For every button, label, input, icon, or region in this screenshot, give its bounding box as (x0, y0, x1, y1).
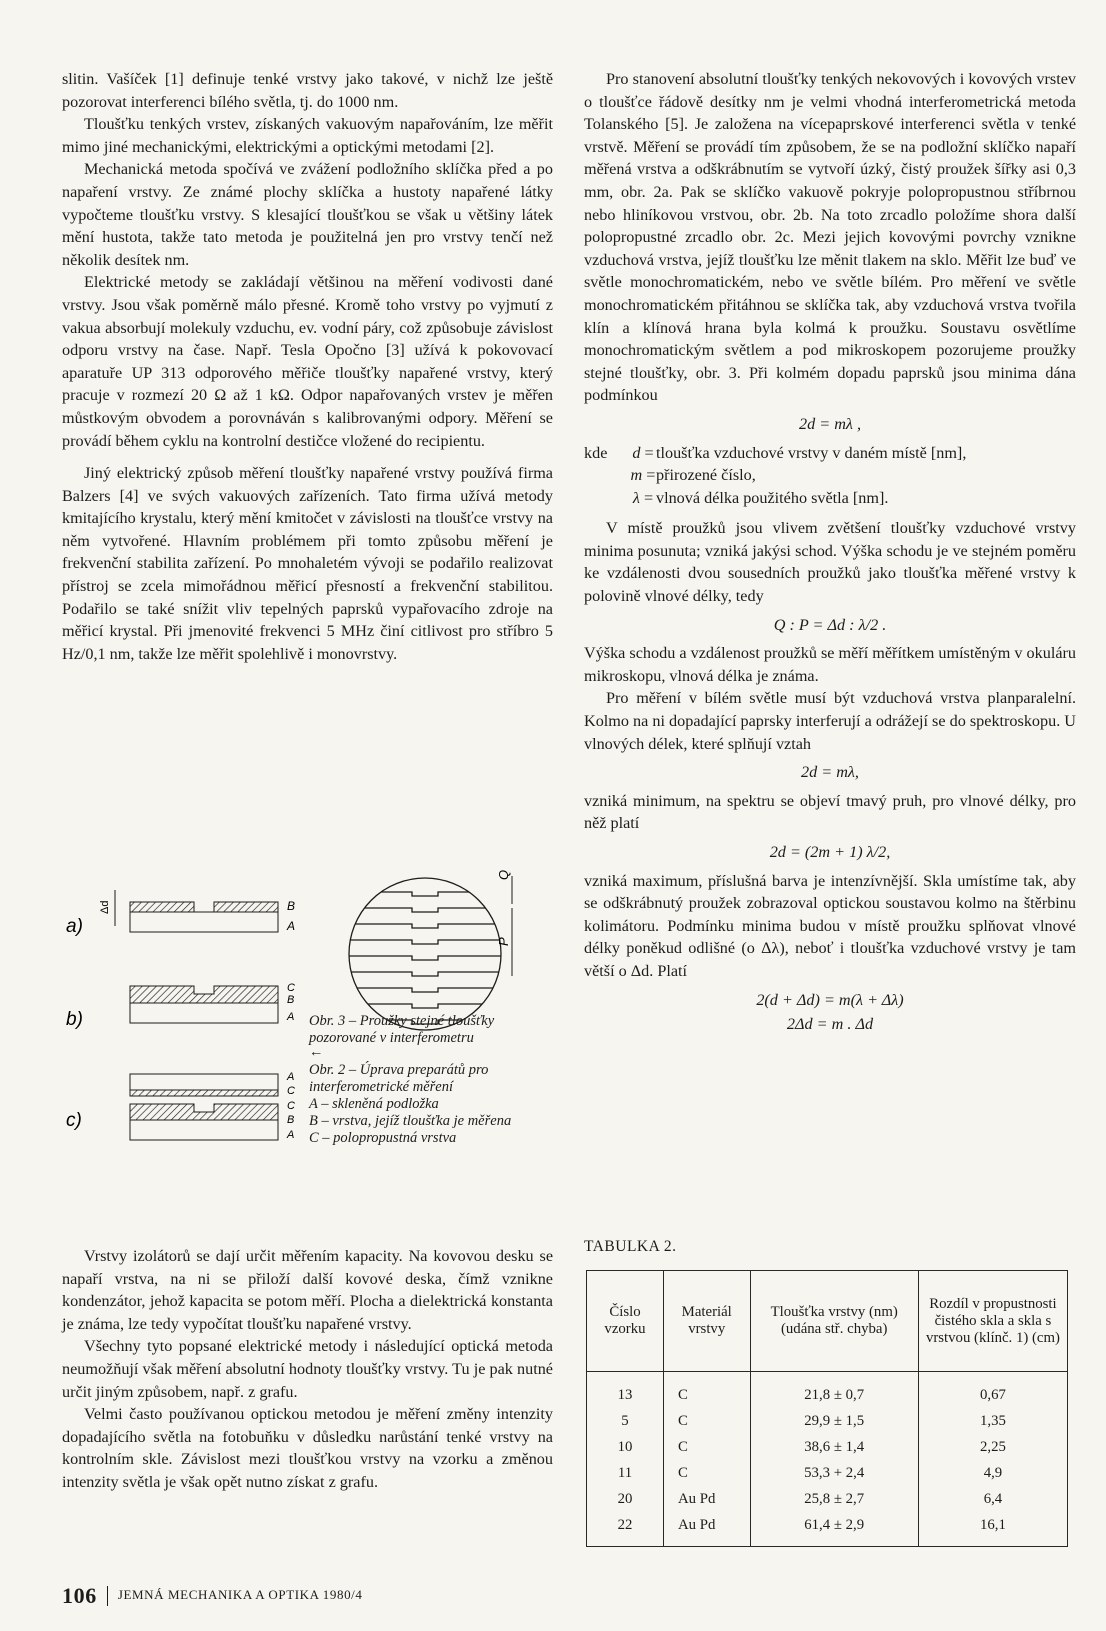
table-row (587, 1434, 1068, 1460)
paragraph: Jiný elektrický způsob měření tloušťky napařené vrstvy používá firma Balzers [4] ve svých vakuových zařízeních. Tato firma užívá metody kmitajícího krystalu, který mění kmitočet v závislosti na tloušťce vrstvy na něm vytvořené. Hlavním problémem při tomto způsobu měření je frekvenční stabilita zařízení. Po mnohaletém vývoji se podařilo realizovat přístroj se zcela mimořádnou měřicí přesností a frekvenční stabilitou. Podařilo se také snížit vliv tepelných paprsků vypařovacího zdroje na měřicí krystal. Při jmenovité frekvenci 5 MHz činí citlivost pro stříbro 5 Hz/0,1 nm, takže lze měřit spolehlivě i monovrstvy. (62, 464, 553, 663)
layer-c-c (130, 1104, 278, 1120)
definition-d: tloušťka vzduchové vrstvy v daném místě [nm], (656, 443, 967, 462)
variable-lambda: λ (632, 488, 640, 507)
left-column-bottom (62, 1245, 553, 1494)
table-row (587, 1460, 1068, 1486)
equation: Q : P = Δd : λ/2 . (773, 615, 887, 634)
substrate-a (130, 912, 278, 932)
table-row (587, 1512, 1068, 1547)
paragraph: vzniká maximum, příslušná barva je intenzívnější. Skla umístíme tak, aby se odškrábnutý proužek zobrazoval optickou soustavou kolmo na štěrbinu kolimátoru. Podmínku minima budou v místě proužku splňovat vlnové délky poněkud odlišné (o Δλ), neboť i tloušťka vzduchové vrstvy je tam větší o Δd. Platí (584, 871, 1076, 980)
table-cell: 4,9 (918, 1460, 1067, 1486)
symbol-lambda (630, 487, 656, 510)
figure-2-arrow: ← (309, 1044, 324, 1060)
where-kde: kde (584, 443, 608, 462)
substrate-c (130, 1120, 278, 1140)
table-cell: 25,8 ± 2,7 (750, 1486, 918, 1512)
table-cell: 20 (587, 1486, 664, 1512)
definition-lambda: vlnová délka použitého světla [nm]. (656, 488, 889, 507)
layer-label-b: B (287, 899, 296, 913)
table-cell: 13 (587, 1372, 664, 1409)
column-header: Materiál vrstvy (663, 1271, 750, 1372)
caption-item-a: A – skleněná podložka (309, 1096, 439, 1112)
table-header-row (587, 1271, 1068, 1372)
paragraph: Mechanická metoda spočívá ve zvážení podložního sklíčka před a po napaření vrstvy. Ze známé plochy sklíčka a hustoty napařené látky vypočteme tloušťku vrstvy. S klesající tloušťkou se však u většiny látek mění hustota, takže tato metoda je použitelná jen pro vrstvy tenčí než několik desítek nm. (62, 160, 553, 269)
paragraph: Výška schodu a vzdálenost proužků se měří měřítkem umístěným v okuláru mikroskopu, vlnová délka je známa. (584, 644, 1076, 685)
data-table (586, 1270, 1068, 1547)
table-cell: 2,25 (918, 1434, 1067, 1460)
journal-name: JEMNÁ MECHANIKA A OPTIKA 1980/4 (117, 1586, 363, 1602)
table-cell: C (663, 1372, 750, 1409)
figure-3-caption: Obr. 3 – Proužky stejné tloušťky pozorované v interferometru (309, 1013, 495, 1046)
layer-label-b: B (287, 1114, 295, 1126)
eq-sign: = (643, 488, 654, 507)
table-cell: 6,4 (918, 1486, 1067, 1512)
table-cell: 16,1 (918, 1512, 1067, 1547)
figure-drawing (62, 868, 553, 1240)
equation: 2d = mλ, (801, 763, 859, 782)
column-header: Rozdíl v propustnosti čistého skla a skla s vrstvou (klínč. 1) (cm) (918, 1271, 1067, 1372)
equation: 2d = mλ , (799, 414, 861, 433)
page-footer (62, 1583, 362, 1609)
label-a: a) (66, 916, 83, 937)
table-cell: 11 (587, 1460, 664, 1486)
paragraph: slitin. Vašíček [1] definuje tenké vrstvy jako takové, v nichž lze ještě pozorovat interferenci bílého světla, tj. do 1000 nm. (62, 70, 553, 111)
paragraph: Vrstvy izolátorů se dají určit měřením kapacity. Na kovovou desku se napaří vrstva, na ni se přiloží další kovové deska, čímž vznikne kondenzátor, jehož kapacita se potom měří. Plocha a dielektrická konstanta je známa, lze tedy vypočítat tloušťku napařené vrstvy. (62, 1247, 553, 1333)
layer-label-a: A (287, 1129, 295, 1141)
paragraph: Pro měření v bílém světle musí být vzduchová vrstva planparalelní. Kolmo na ni dopadající paprsky interferují a odrážejí se do spektroskopu. U vlnových délek, které splňují vztah (584, 689, 1076, 753)
layer-label-a: A (287, 1071, 295, 1083)
dim-p-label: P (496, 937, 511, 946)
left-column (62, 68, 553, 665)
figure-2-caption (309, 1062, 549, 1147)
table-cell: 21,8 ± 0,7 (750, 1372, 918, 1409)
top-mirror-c (130, 1090, 278, 1096)
table-label: TABULKA 2. (584, 1238, 677, 1255)
caption-item-b: B – vrstva, jejíž tloušťka je měřena (309, 1113, 512, 1129)
table-cell: 29,9 ± 1,5 (750, 1408, 918, 1434)
equation: 2d = (2m + 1) λ/2, (769, 843, 891, 861)
symbol-d (630, 442, 656, 465)
microscope-field (349, 878, 501, 1030)
layer-label-c: C (287, 1085, 295, 1097)
caption-item-c: C – polopropustná vrstva (309, 1130, 457, 1146)
table-cell: 0,67 (918, 1372, 1067, 1409)
eq-sign: = (646, 466, 656, 485)
paragraph: Všechny tyto popsané elektrické metody i následující optická metoda neumožňují však měření absolutní hodnoty tloušťky vrstvy. Tu je pak nutné určit jiným způsobem, např. z grafu. (62, 1337, 553, 1401)
layer-label-a: A (287, 1011, 295, 1023)
paragraph: Tloušťku tenkých vrstev, získaných vakuovým napařováním, lze měřit mimo jiné mechanickými, elektrickými a optickými metodami [2]. (62, 115, 553, 156)
eq-sign: = (644, 443, 654, 462)
table-row (587, 1408, 1068, 1434)
layer-label-a: A (287, 919, 296, 933)
paragraph: Elektrické metody se zakládají většinou na měření vodivosti dané vrstvy. Jsou však poměrně málo přesné. Kromě toho vrstvy po vyjmutí z vakua absorbují molekuly vzduchu, ev. vodní páry, což způsobuje závislost odporu vrstvy na čase. Např. Tesla Opočno [3] užívá k pokovovací aparatuře UP 313 odporového měřiče tloušťky napařené vrstvy, který pracuje v rozmezí 20 Ω až 1 kΩ. Odpor napařovaných vrstev je měřen můstkovým obvodem a porovnáván s kalibrovanými odpory. Měření se provádí během cyklu na kontrolní destičce vložené do recipientu. (62, 273, 553, 450)
caption-title: Obr. 2 – Úprava preparátů pro interferometrické měření (309, 1062, 489, 1095)
table-cell: 10 (587, 1434, 664, 1460)
table-cell: C (663, 1434, 750, 1460)
right-column (584, 68, 1076, 1042)
table-row (587, 1372, 1068, 1409)
substrate-b (130, 1003, 278, 1023)
layer-label-b: B (287, 994, 295, 1006)
layer-b-left (130, 902, 194, 912)
layer-label-c: C (287, 982, 295, 994)
table-cell: C (663, 1408, 750, 1434)
table-cell: 61,4 ± 2,9 (750, 1512, 918, 1547)
paragraph: Pro stanovení absolutní tloušťky tenkých nekovových i kovových vrstev o tloušťce řádově desítky nm je velmi vhodná interferometrická metoda Tolanského [5]. Je založena na vícepaprskové interferenci světla v tenké vrstvě. Měření se provádí tím způsobem, že se na podložní sklíčko napaří měřená vrstva a odškrábnutím se vytvoří úzký, čistý proužek šířky asi 0,3 mm, obr. 2a. Pak se sklíčko vakuově pokryje polopropustnou stříbrnou nebo hliníkovou vrstvou, obr. 2b. Na toto zrcadlo položíme shora další polopropustné zrcadlo obr. 2c. Mezi jejich kovovými povrchy vznikne vzduchová vrstva, jejíž tloušťku lze měnit tlakem na sklo. Měřit lze buď ve světle monochromatickém, nebo ve světle bílém. Pro měření ve světle monochromatickém přitáhnou se sklíčka tak, aby vzduchová vrstva tvořila klín a klínová hrana byla kolmá k proužku. Soustavu osvětlíme monochromatickým světlem a pod mikroskopem pozorujeme proužky stejné tloušťky, obr. 3. Při kolmém dopadu paprsků jsou minima dána podmínkou (584, 70, 1076, 405)
table-cell: 38,6 ± 1,4 (750, 1434, 918, 1460)
dim-q-label: Q (496, 869, 511, 880)
paragraph: V místě proužků jsou vlivem zvětšení tloušťky vzduchové vrstvy minima posunuta; vzniká jakýsi schod. Výška schodu je ve stejném poměru ke vzdálenosti dvou sousedních proužků jako tloušťka měřené vrstvy k polovině vlnové délky, tedy (584, 519, 1076, 606)
table-cell: 53,3 + 2,4 (750, 1460, 918, 1486)
paragraph: vzniká minimum, na spektru se objeví tmavý pruh, pro vlnové délky, pro něž platí (584, 791, 1076, 833)
table-cell: 5 (587, 1408, 664, 1434)
figure-2-and-3 (62, 868, 553, 1240)
symbol-m (630, 464, 656, 487)
table-cell: C (663, 1460, 750, 1486)
page-number: 106 (62, 1583, 97, 1608)
label-b: b) (66, 1009, 83, 1030)
equation: 2(d + Δd) = m(λ + Δλ) (756, 990, 904, 1009)
column-header: Tloušťka vrstvy (nm) (udána stř. chyba) (750, 1271, 918, 1372)
column-header: Číslo vzorku (587, 1271, 664, 1372)
variable-definitions (584, 442, 1076, 510)
variable-d: d (632, 443, 641, 462)
paragraph: Velmi často používanou optickou metodou je měření změny intenzity dopadajícího světla na fotobuňku v důsledku narůstání tenké vrstvy na kontrolním skle. Závislost mezi tloušťkou vrstvy na vzorku a změnou intenzity světla je však opět nutno získat z grafu. (62, 1405, 553, 1491)
table-row (587, 1486, 1068, 1512)
layer-b-right (214, 902, 278, 912)
table-cell: 1,35 (918, 1408, 1067, 1434)
table-cell: Au Pd (663, 1512, 750, 1547)
top-glass-c (130, 1074, 278, 1090)
layer-label-c: C (287, 1100, 295, 1112)
variable-m: m (630, 466, 643, 485)
table-cell: Au Pd (663, 1486, 750, 1512)
footer-divider (107, 1586, 108, 1606)
table-cell: 22 (587, 1512, 664, 1547)
dim-d-label: Δd (99, 900, 111, 914)
definition-m: přirozené číslo, (656, 466, 756, 485)
equation: 2Δd = m . Δd (786, 1015, 874, 1034)
label-c: c) (66, 1110, 82, 1131)
layer-c-b (130, 986, 278, 1003)
